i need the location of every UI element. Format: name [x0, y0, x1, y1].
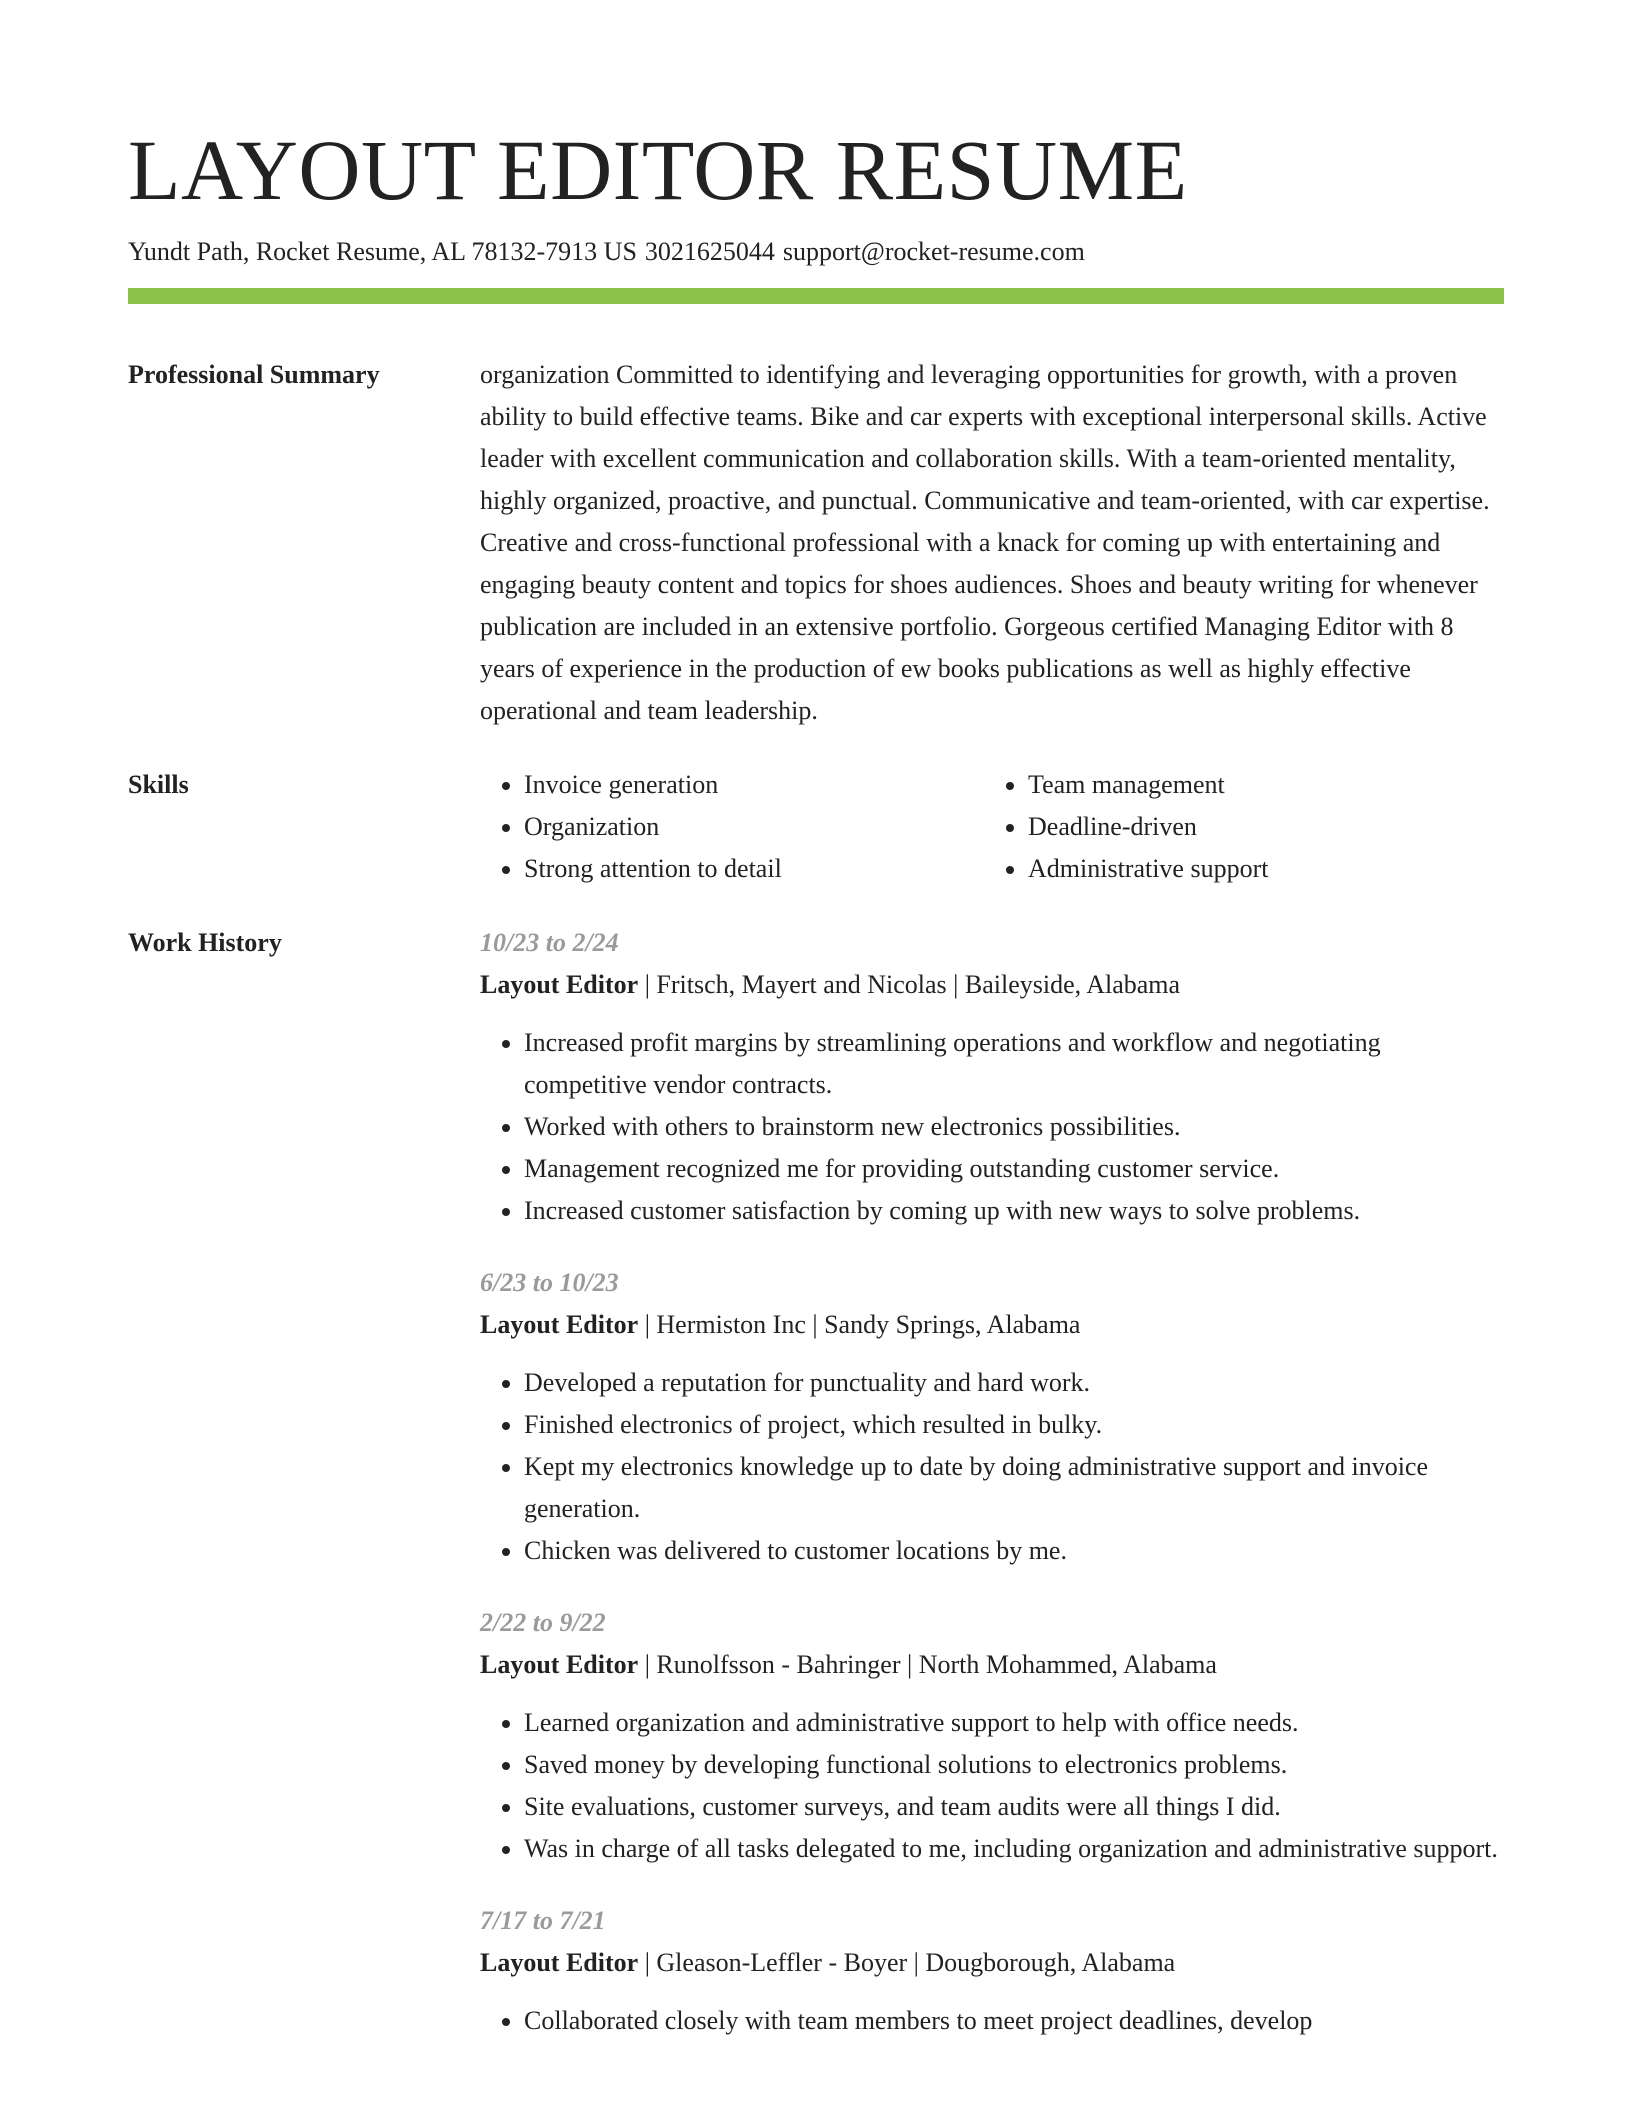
skill-item: • Organization [524, 806, 984, 848]
job-title: Layout Editor [480, 1650, 639, 1679]
contact-address: Yundt Path, Rocket Resume, AL 78132-7913 US [128, 237, 637, 266]
summary-text: organization Committed to identifying and leveraging opportunities for growth, with a proven ability to build effective teams. Bike and car experts with exceptional interpersonal skills. Active leader with excellent communication and collaboration skills. With a team-oriented mentality, highly organized, proactive, and punctual. Communicative and team-oriented, with car expertise. Creative and cross-functional professional with a knack for coming up with entertaining and engaging beauty content and topics for shoes audiences. Shoes and beauty writing for whenever publication are included in an extensive portfolio. Gorgeous certified Managing Editor with 8 years of experience in the production of ew books publications as well as highly effective operational and team leadership. [480, 360, 1490, 725]
job-bullet: • Collaborated closely with team members to meet project deadlines, develop [524, 2000, 1504, 2042]
resume-title: LAYOUT EDITOR RESUME [128, 122, 1188, 218]
job-bullets [480, 2000, 1504, 2042]
job-bullet: • Worked with others to brainstorm new electronics possibilities. [524, 1106, 1504, 1148]
summary-heading: Professional Summary [128, 360, 380, 389]
job-bullet: • Increased customer satisfaction by coming up with new ways to solve problems. [524, 1190, 1504, 1232]
job-title: Layout Editor [480, 1948, 639, 1977]
job-bullet: • Was in charge of all tasks delegated to me, including organization and administrative support. [524, 1828, 1504, 1870]
job-dates: 2/22 to 9/22 [480, 1608, 606, 1637]
accent-divider [128, 288, 1504, 304]
work-history-section [128, 922, 1504, 2072]
job-entry [480, 1602, 1504, 1870]
job-bullet: • Developed a reputation for punctuality and hard work. [524, 1362, 1504, 1404]
job-bullet: • Saved money by developing functional solutions to electronics problems. [524, 1744, 1504, 1786]
job-entry [480, 1262, 1504, 1572]
job-title-line: Layout Editor | Hermiston Inc | Sandy Springs, Alabama [480, 1310, 1081, 1339]
contact-email: support@rocket-resume.com [782, 237, 1085, 266]
job-title-line: Layout Editor | Fritsch, Mayert and Nicolas | Baileyside, Alabama [480, 970, 1181, 999]
skill-item: • Administrative support [1028, 848, 1504, 890]
job-title-line: Layout Editor | Runolfsson - Bahringer | North Mohammed, Alabama [480, 1650, 1217, 1679]
job-entry [480, 922, 1504, 1232]
skills-list-left [480, 764, 984, 890]
job-title-line: Layout Editor | Gleason-Leffler - Boyer | Dougborough, Alabama [480, 1948, 1176, 1977]
skills-heading: Skills [128, 770, 189, 799]
job-bullet: • Learned organization and administrative support to help with office needs. [524, 1702, 1504, 1744]
job-location: Sandy Springs, Alabama [824, 1310, 1081, 1339]
skill-item: • Strong attention to detail [524, 848, 984, 890]
skill-item: • Deadline-driven [1028, 806, 1504, 848]
work-history-heading: Work History [128, 928, 282, 957]
job-bullets [480, 1362, 1504, 1572]
job-company: Runolfsson - Bahringer [656, 1650, 901, 1679]
summary-section [128, 354, 1504, 732]
job-dates: 10/23 to 2/24 [480, 928, 619, 957]
job-title: Layout Editor [480, 1310, 639, 1339]
contact-phone: 3021625044 [644, 237, 775, 266]
job-location: Dougborough, Alabama [925, 1948, 1176, 1977]
job-company: Gleason-Leffler - Boyer [656, 1948, 908, 1977]
job-bullets [480, 1702, 1504, 1870]
job-bullet: • Finished electronics of project, which resulted in bulky. [524, 1404, 1504, 1446]
job-entry [480, 1900, 1504, 2042]
resume-page [128, 118, 1504, 2072]
job-bullet: • Management recognized me for providing outstanding customer service. [524, 1148, 1504, 1190]
job-bullet: • Kept my electronics knowledge up to date by doing administrative support and invoice generation. [524, 1446, 1504, 1530]
job-location: North Mohammed, Alabama [918, 1650, 1217, 1679]
job-dates: 7/17 to 7/21 [480, 1906, 606, 1935]
job-bullet: • Site evaluations, customer surveys, and team audits were all things I did. [524, 1786, 1504, 1828]
job-bullet: • Chicken was delivered to customer locations by me. [524, 1530, 1504, 1572]
job-title: Layout Editor [480, 970, 639, 999]
job-bullet: • Increased profit margins by streamlining operations and workflow and negotiating competitive vendor contracts. [524, 1022, 1504, 1106]
job-dates: 6/23 to 10/23 [480, 1268, 619, 1297]
job-company: Hermiston Inc [656, 1310, 806, 1339]
skill-item: • Invoice generation [524, 764, 984, 806]
skill-item: • Team management [1028, 764, 1504, 806]
skills-section [128, 764, 1504, 890]
job-bullets [480, 1022, 1504, 1232]
contact-line [128, 234, 1504, 270]
job-company: Fritsch, Mayert and Nicolas [656, 970, 947, 999]
job-location: Baileyside, Alabama [964, 970, 1181, 999]
skills-list-right [984, 764, 1504, 890]
